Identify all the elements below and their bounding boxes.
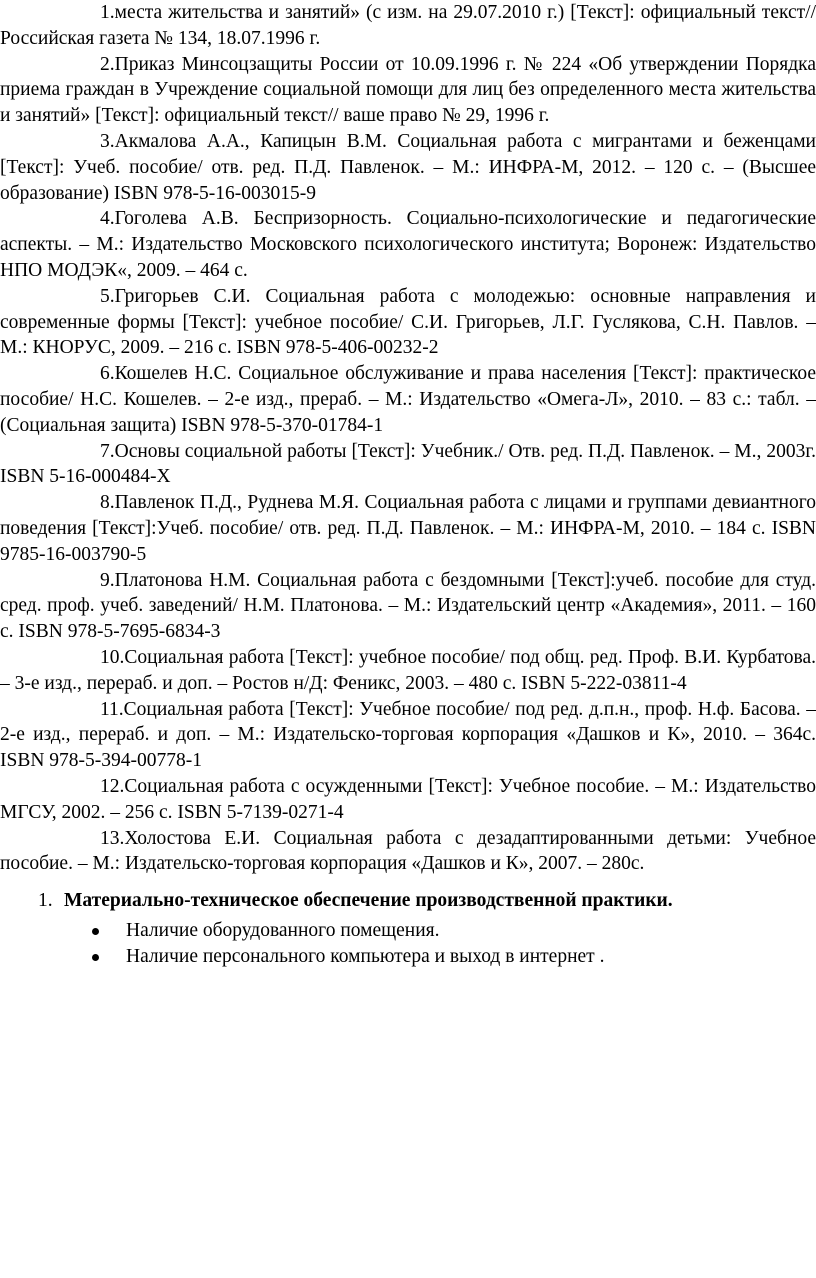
reference-text: Холостова Е.И. Социальная работа с дезадаптированными детьми: Учебное пособие. – М.: Издательско-торговая корпорация «Дашков и К», 2007. – 280с. (0, 827, 816, 875)
reference-item (0, 0, 816, 52)
reference-number: 5. (100, 285, 115, 307)
reference-number: 8. (100, 492, 115, 514)
reference-item (0, 490, 816, 567)
reference-number: 12. (100, 775, 125, 797)
bullet-list (0, 918, 816, 970)
reference-item (0, 129, 816, 206)
reference-item (0, 826, 816, 878)
reference-item (0, 206, 816, 283)
reference-number: 6. (100, 363, 115, 385)
bullet-item (0, 918, 816, 944)
reference-text: Кошелев Н.С. Социальное обслуживание и права населения [Текст]: практическое пособие/ Н.С. Кошелев. – 2-е изд., прераб. – М.: Издательство «Омега-Л», 2010. – 83 с.: табл. – (Социальная защита) ISBN 978-5-370-01784-1 (0, 363, 816, 436)
reference-item (0, 284, 816, 361)
reference-text: Павленок П.Д., Руднева М.Я. Социальная работа с лицами и группами девиантного поведения [Текст]:Учеб. пособие/ отв. ред. П.Д. Павленок. – М.: ИНФРА-М, 2010. – 184 с. ISBN 9785-16-003790-5 (0, 492, 816, 565)
reference-text: Приказ Минсоцзащиты России от 10.09.1996 г. № 224 «Об утверждении Порядка приема граждан в Учреждение социальной помощи для лиц без определенного места жительства и занятий» [Текст]: официальный текст// ваше право № 29, 1996 г. (0, 53, 816, 127)
reference-text: Социальная работа с осужденными [Текст]: Учебное пособие. – М.: Издательство МГСУ, 2002. – 256 с. ISBN 5-7139-0271-4 (0, 775, 816, 823)
bullet-text: Наличие оборудованного помещения. (126, 920, 440, 941)
reference-number: 7. (100, 440, 115, 462)
reference-text: Социальная работа [Текст]: учебное пособие/ под общ. ред. Проф. В.И. Курбатова. – 3-е изд., перераб. и доп. – Ростов н/Д: Феникс, 2003. – 480 с. ISBN 5-222-03811-4 (0, 646, 816, 694)
bullet-item (0, 944, 816, 970)
reference-text: Григорьев С.И. Социальная работа с молодежью: основные направления и современные формы [Текст]: учебное пособие/ С.И. Григорьев, Л.Г. Гуслякова, С.Н. Павлов. – М.: КНОРУС, 2009. – 216 с. ISBN 978-5-406-00232-2 (0, 285, 816, 359)
bullet-icon (92, 954, 99, 961)
reference-text: Социальная работа [Текст]: Учебное пособие/ под ред. д.п.н., проф. Н.ф. Басова. – 2-е изд., перераб. и доп. – М.: Издательско-торговая корпорация «Дашков и К», 2010. – 364с. ISBN 978-5-394-00778-1 (0, 698, 816, 772)
reference-number: 3. (100, 130, 115, 152)
bullet-text: Наличие персонального компьютера и выход в интернет . (126, 946, 605, 967)
section-heading (0, 888, 816, 918)
reference-text: места жительства и занятий» (с изм. на 29.07.2010 г.) [Текст]: официальный текст// Российская газета № 134, 18.07.1996 г. (0, 2, 816, 49)
reference-item (0, 774, 816, 826)
reference-number: 2. (100, 53, 115, 75)
reference-text: Основы социальной работы [Текст]: Учебник./ Отв. ред. П.Д. Павленок. – М., 2003г. ISBN 5-16-000484-Х (0, 440, 816, 488)
section-title: Материально-техническое обеспечение производственной практики. (64, 890, 673, 911)
reference-number: 9. (100, 569, 115, 591)
reference-text: Гоголева А.В. Беспризорность. Социально-психологические и педагогические аспекты. – М.: Издательство Московского психологического института; Воронеж: Издательство НПО МОДЭК«, 2009. – 464 с. (0, 208, 816, 281)
reference-number: 1. (100, 2, 115, 23)
reference-number: 11. (100, 698, 124, 720)
reference-item (0, 439, 816, 491)
bullet-icon (92, 928, 99, 935)
reference-item (0, 361, 816, 438)
reference-text: Платонова Н.М. Социальная работа с бездомными [Текст]:учеб. пособие для студ. сред. проф. учеб. заведений/ Н.М. Платонова. – М.: Издательский центр «Академия», 2011. – 160 с. ISBN 978-5-7695-6834-3 (0, 569, 816, 643)
reference-text: Акмалова А.А., Капицын В.М. Социальная работа с мигрантами и беженцами [Текст]: Учеб. пособие/ отв. ред. П.Д. Павленок. – М.: ИНФРА-М, 2012. – 120 с. – (Высшее образование) ISBN 978-5-16-003015-9 (0, 130, 816, 204)
reference-item (0, 52, 816, 129)
material-support-section (0, 888, 816, 970)
reference-item (0, 645, 816, 697)
section-number: 1. (38, 890, 53, 911)
reference-number: 10. (100, 646, 125, 668)
reference-item (0, 697, 816, 774)
reference-number: 13. (100, 827, 125, 849)
reference-item (0, 568, 816, 645)
reference-number: 4. (100, 208, 115, 230)
